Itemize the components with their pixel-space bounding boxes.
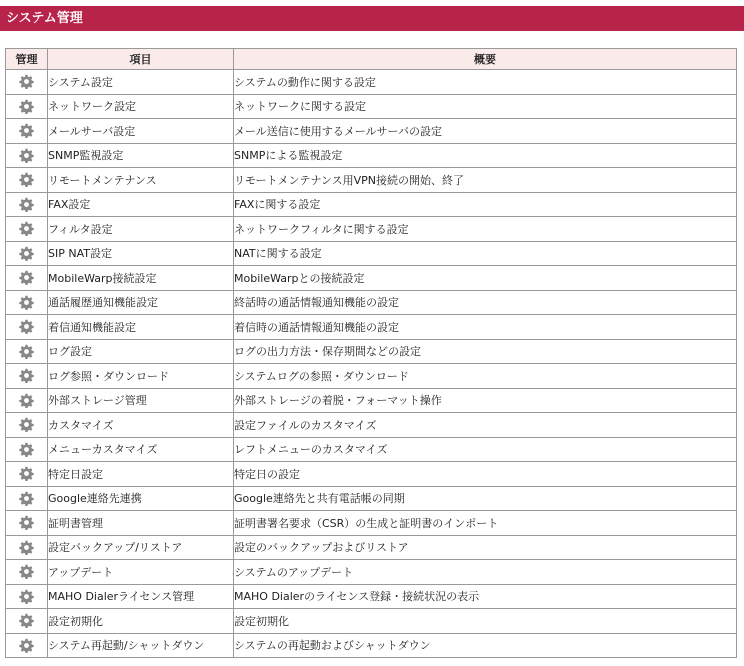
table-row bbox=[6, 94, 737, 119]
item-cell: ログ設定 bbox=[48, 339, 234, 364]
summary-cell: メール送信に使用するメールサーバの設定 bbox=[234, 119, 737, 144]
gear-icon[interactable] bbox=[19, 442, 34, 457]
gear-icon[interactable] bbox=[19, 417, 34, 432]
header-manage: 管理 bbox=[6, 49, 48, 70]
manage-cell bbox=[6, 633, 48, 658]
gear-icon[interactable] bbox=[19, 148, 34, 163]
manage-cell bbox=[6, 388, 48, 413]
manage-cell bbox=[6, 217, 48, 242]
item-cell: SNMP監視設定 bbox=[48, 143, 234, 168]
summary-cell: Google連絡先と共有電話帳の同期 bbox=[234, 486, 737, 511]
table-row bbox=[6, 168, 737, 193]
gear-icon[interactable] bbox=[19, 613, 34, 628]
table-row bbox=[6, 388, 737, 413]
item-cell: SIP NAT設定 bbox=[48, 241, 234, 266]
item-cell: システム設定 bbox=[48, 70, 234, 95]
table-row bbox=[6, 70, 737, 95]
table-row bbox=[6, 486, 737, 511]
gear-icon[interactable] bbox=[19, 99, 34, 114]
table-row bbox=[6, 241, 737, 266]
header-summary: 概要 bbox=[234, 49, 737, 70]
manage-cell bbox=[6, 364, 48, 389]
manage-cell bbox=[6, 584, 48, 609]
item-cell: カスタマイズ bbox=[48, 413, 234, 438]
manage-cell bbox=[6, 266, 48, 291]
manage-cell bbox=[6, 119, 48, 144]
manage-cell bbox=[6, 535, 48, 560]
summary-cell: 外部ストレージの着脱・フォーマット操作 bbox=[234, 388, 737, 413]
table-row bbox=[6, 192, 737, 217]
summary-cell: レフトメニューのカスタマイズ bbox=[234, 437, 737, 462]
table-row bbox=[6, 266, 737, 291]
item-cell: システム再起動/シャットダウン bbox=[48, 633, 234, 658]
gear-icon[interactable] bbox=[19, 123, 34, 138]
gear-icon[interactable] bbox=[19, 295, 34, 310]
gear-icon[interactable] bbox=[19, 491, 34, 506]
gear-icon[interactable] bbox=[19, 172, 34, 187]
table-row bbox=[6, 511, 737, 536]
manage-cell bbox=[6, 168, 48, 193]
table-row bbox=[6, 462, 737, 487]
manage-cell bbox=[6, 413, 48, 438]
gear-icon[interactable] bbox=[19, 74, 34, 89]
summary-cell: SNMPによる監視設定 bbox=[234, 143, 737, 168]
summary-cell: ログの出力方法・保存期間などの設定 bbox=[234, 339, 737, 364]
gear-icon[interactable] bbox=[19, 197, 34, 212]
item-cell: ログ参照・ダウンロード bbox=[48, 364, 234, 389]
manage-cell bbox=[6, 70, 48, 95]
item-cell: 設定初期化 bbox=[48, 609, 234, 634]
item-cell: MAHO Dialerライセンス管理 bbox=[48, 584, 234, 609]
manage-cell bbox=[6, 560, 48, 585]
table-row bbox=[6, 119, 737, 144]
summary-cell: システムの動作に関する設定 bbox=[234, 70, 737, 95]
item-cell: 特定日設定 bbox=[48, 462, 234, 487]
gear-icon[interactable] bbox=[19, 368, 34, 383]
item-cell: Google連絡先連携 bbox=[48, 486, 234, 511]
table-row bbox=[6, 217, 737, 242]
manage-cell bbox=[6, 486, 48, 511]
header-item: 項目 bbox=[48, 49, 234, 70]
summary-cell: システムの再起動およびシャットダウン bbox=[234, 633, 737, 658]
table-row bbox=[6, 560, 737, 585]
item-cell: メニューカスタマイズ bbox=[48, 437, 234, 462]
manage-cell bbox=[6, 511, 48, 536]
item-cell: メールサーバ設定 bbox=[48, 119, 234, 144]
summary-cell: 着信時の通話情報通知機能の設定 bbox=[234, 315, 737, 340]
summary-cell: NATに関する設定 bbox=[234, 241, 737, 266]
item-cell: 外部ストレージ管理 bbox=[48, 388, 234, 413]
summary-cell: 終話時の通話情報通知機能の設定 bbox=[234, 290, 737, 315]
summary-cell: 設定ファイルのカスタマイズ bbox=[234, 413, 737, 438]
system-management-table bbox=[5, 48, 737, 658]
table-row bbox=[6, 339, 737, 364]
table-row bbox=[6, 584, 737, 609]
table-header-row bbox=[6, 49, 737, 70]
manage-cell bbox=[6, 94, 48, 119]
gear-icon[interactable] bbox=[19, 221, 34, 236]
gear-icon[interactable] bbox=[19, 638, 34, 653]
item-cell: ネットワーク設定 bbox=[48, 94, 234, 119]
item-cell: リモートメンテナンス bbox=[48, 168, 234, 193]
item-cell: FAX設定 bbox=[48, 192, 234, 217]
gear-icon[interactable] bbox=[19, 466, 34, 481]
summary-cell: 設定のバックアップおよびリストア bbox=[234, 535, 737, 560]
manage-cell bbox=[6, 437, 48, 462]
table-row bbox=[6, 364, 737, 389]
item-cell: MobileWarp接続設定 bbox=[48, 266, 234, 291]
manage-cell bbox=[6, 462, 48, 487]
manage-cell bbox=[6, 143, 48, 168]
table-row bbox=[6, 290, 737, 315]
summary-cell: FAXに関する設定 bbox=[234, 192, 737, 217]
table-row bbox=[6, 315, 737, 340]
table-row bbox=[6, 413, 737, 438]
table-row bbox=[6, 437, 737, 462]
summary-cell: リモートメンテナンス用VPN接続の開始、終了 bbox=[234, 168, 737, 193]
gear-icon[interactable] bbox=[19, 344, 34, 359]
summary-cell: 特定日の設定 bbox=[234, 462, 737, 487]
gear-icon[interactable] bbox=[19, 319, 34, 334]
gear-icon[interactable] bbox=[19, 564, 34, 579]
summary-cell: 設定初期化 bbox=[234, 609, 737, 634]
gear-icon[interactable] bbox=[19, 515, 34, 530]
manage-cell bbox=[6, 192, 48, 217]
gear-icon[interactable] bbox=[19, 246, 34, 261]
item-cell: 通話履歴通知機能設定 bbox=[48, 290, 234, 315]
item-cell: 着信通知機能設定 bbox=[48, 315, 234, 340]
summary-cell: システムのアップデート bbox=[234, 560, 737, 585]
summary-cell: システムログの参照・ダウンロード bbox=[234, 364, 737, 389]
table-row bbox=[6, 535, 737, 560]
table-row bbox=[6, 633, 737, 658]
table-row bbox=[6, 609, 737, 634]
gear-icon[interactable] bbox=[19, 393, 34, 408]
item-cell: アップデート bbox=[48, 560, 234, 585]
manage-cell bbox=[6, 315, 48, 340]
gear-icon[interactable] bbox=[19, 270, 34, 285]
summary-cell: ネットワークフィルタに関する設定 bbox=[234, 217, 737, 242]
page-title: システム管理 bbox=[0, 6, 744, 31]
manage-cell bbox=[6, 339, 48, 364]
summary-cell: MAHO Dialerのライセンス登録・接続状況の表示 bbox=[234, 584, 737, 609]
manage-cell bbox=[6, 241, 48, 266]
item-cell: 設定バックアップ/リストア bbox=[48, 535, 234, 560]
summary-cell: 証明書署名要求（CSR）の生成と証明書のインポート bbox=[234, 511, 737, 536]
item-cell: フィルタ設定 bbox=[48, 217, 234, 242]
summary-cell: ネットワークに関する設定 bbox=[234, 94, 737, 119]
summary-cell: MobileWarpとの接続設定 bbox=[234, 266, 737, 291]
manage-cell bbox=[6, 290, 48, 315]
gear-icon[interactable] bbox=[19, 540, 34, 555]
manage-cell bbox=[6, 609, 48, 634]
table-row bbox=[6, 143, 737, 168]
item-cell: 証明書管理 bbox=[48, 511, 234, 536]
gear-icon[interactable] bbox=[19, 589, 34, 604]
